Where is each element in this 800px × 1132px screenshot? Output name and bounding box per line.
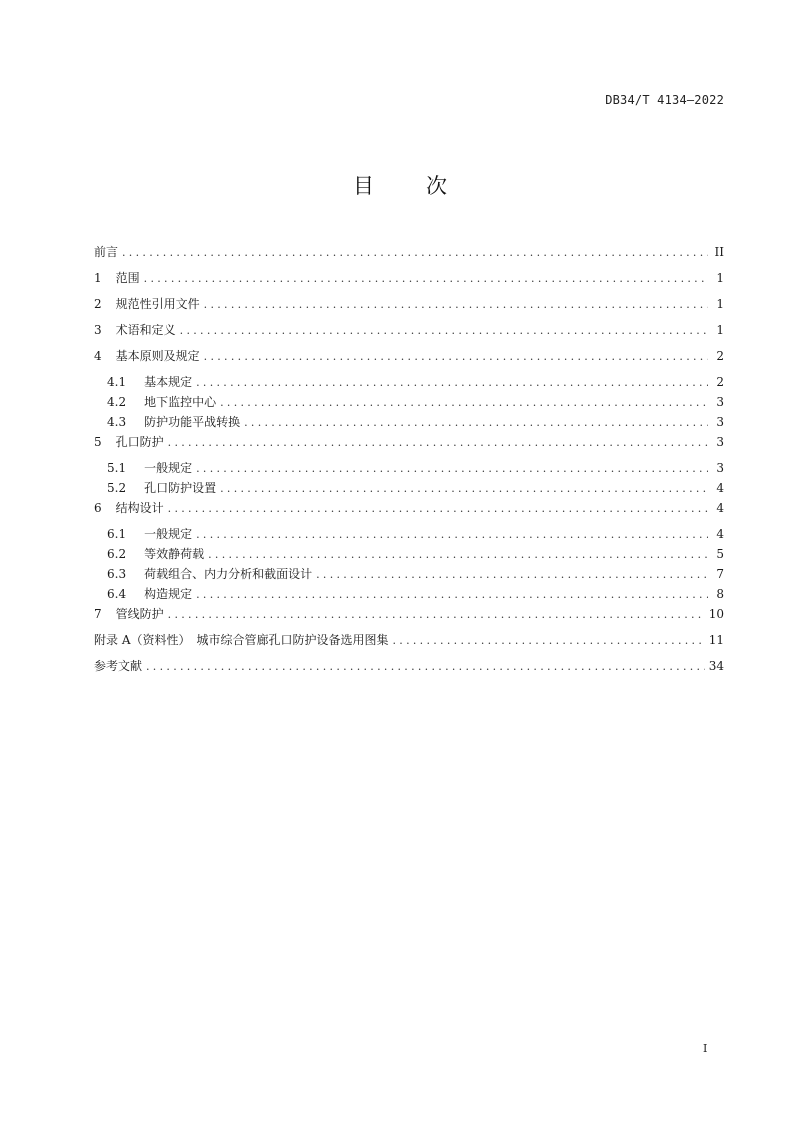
toc-entry-number: 5 (94, 435, 102, 449)
toc-entry-title: 孔口防护 (115, 435, 164, 449)
leader-dots (168, 606, 705, 624)
toc-entry-label (94, 373, 192, 391)
toc-entry-page: 11 (708, 633, 724, 647)
toc-entry-number: 4.3 (107, 415, 127, 429)
toc-entry-number: 6.3 (107, 567, 127, 581)
leader-dots (168, 500, 708, 518)
page-number: I (703, 1042, 708, 1055)
toc-entry-page: 34 (708, 659, 724, 673)
leader-dots (204, 348, 708, 366)
toc-entry[interactable] (94, 295, 724, 321)
leader-dots (168, 434, 708, 452)
toc-entry-label (94, 657, 142, 675)
toc-entry-number: 6.4 (107, 587, 127, 601)
toc-entry-page: II (714, 245, 724, 259)
toc-entry[interactable] (94, 479, 724, 499)
toc-entry-page: 3 (716, 461, 724, 475)
toc-entry[interactable] (94, 499, 724, 525)
standard-code: DB34/T 4134—2022 (605, 93, 724, 107)
toc-entry-page: 1 (716, 271, 724, 285)
toc-entry[interactable] (94, 657, 724, 683)
toc-entry-label (94, 243, 118, 261)
leader-dots (196, 526, 708, 544)
toc-entry-page: 5 (716, 547, 724, 561)
toc-entry-title: 参考文献 (94, 659, 143, 673)
toc-entry-page: 4 (716, 481, 724, 495)
toc-entry-title: 范围 (115, 271, 140, 285)
toc-entry-title: 等效静荷载 (144, 547, 205, 561)
toc-entry-title: 规范性引用文件 (115, 297, 200, 311)
toc-entry-label (94, 605, 164, 623)
toc-entry[interactable] (94, 243, 724, 269)
toc-entry-page: 1 (716, 297, 724, 311)
toc-entry-label (94, 321, 176, 339)
toc-entry[interactable] (94, 393, 724, 413)
toc-entry-label (94, 295, 200, 313)
toc-entry-title: 一般规定 (144, 527, 193, 541)
toc-entry-page: 8 (716, 587, 724, 601)
toc-entry-page: 2 (716, 349, 724, 363)
toc-entry-number: 3 (94, 323, 102, 337)
toc-entry-label (94, 631, 388, 649)
toc-entry-number: 4.2 (107, 395, 127, 409)
toc-entry-number: 5.1 (107, 461, 127, 475)
toc-entry-title: 附录 A（资料性） 城市综合管廊孔口防护设备选用图集 (94, 633, 389, 647)
toc-entry[interactable] (94, 413, 724, 433)
toc-entry-title: 防护功能平战转换 (144, 415, 241, 429)
leader-dots (196, 460, 708, 478)
leader-dots (196, 586, 708, 604)
leader-dots (220, 394, 708, 412)
toc-entry-title: 构造规定 (144, 587, 193, 601)
toc-entry-number: 5.2 (107, 481, 127, 495)
toc-entry-label (94, 393, 216, 411)
toc-entry-label (94, 545, 204, 563)
toc-entry-page: 3 (716, 435, 724, 449)
toc-entry-page: 2 (716, 375, 724, 389)
leader-dots (180, 322, 708, 340)
toc-entry-number: 2 (94, 297, 102, 311)
toc-entry[interactable] (94, 565, 724, 585)
toc-entry-label (94, 347, 200, 365)
toc-entry-label (94, 413, 240, 431)
toc-entry[interactable] (94, 347, 724, 373)
toc-entry-title: 术语和定义 (115, 323, 176, 337)
toc-entry-label (94, 585, 192, 603)
toc-entry-page: 1 (716, 323, 724, 337)
toc-entry[interactable] (94, 525, 724, 545)
toc-entry-page: 7 (716, 567, 724, 581)
toc-entry-title: 前言 (94, 245, 119, 259)
toc-entry-label (94, 499, 164, 517)
leader-dots (144, 270, 708, 288)
table-of-contents (94, 243, 724, 683)
toc-entry[interactable] (94, 321, 724, 347)
toc-entry-title: 地下监控中心 (144, 395, 217, 409)
toc-entry-title: 结构设计 (115, 501, 164, 515)
toc-entry-number: 7 (94, 607, 102, 621)
title-char-1: 目 (353, 174, 374, 198)
leader-dots (196, 374, 708, 392)
leader-dots (122, 244, 708, 262)
toc-entry-label (94, 565, 312, 583)
leader-dots (204, 296, 708, 314)
toc-entry-number: 4.1 (107, 375, 127, 389)
toc-entry[interactable] (94, 269, 724, 295)
toc-entry-title: 荷载组合、内力分析和截面设计 (144, 567, 313, 581)
leader-dots (244, 414, 708, 432)
toc-entry-number: 1 (94, 271, 102, 285)
toc-entry-page: 10 (708, 607, 724, 621)
leader-dots (208, 546, 708, 564)
leader-dots (316, 566, 708, 584)
toc-entry-label (94, 433, 164, 451)
toc-entry[interactable] (94, 433, 724, 459)
leader-dots (220, 480, 708, 498)
toc-entry-page: 3 (716, 395, 724, 409)
toc-entry-title: 基本规定 (144, 375, 193, 389)
toc-entry-page: 3 (716, 415, 724, 429)
page-title (0, 170, 800, 200)
toc-entry[interactable] (94, 545, 724, 565)
toc-entry-number: 6.1 (107, 527, 127, 541)
toc-entry[interactable] (94, 631, 724, 657)
toc-entry[interactable] (94, 459, 724, 479)
toc-entry[interactable] (94, 373, 724, 393)
toc-entry-title: 一般规定 (144, 461, 193, 475)
title-char-2: 次 (426, 174, 447, 198)
toc-entry-title: 基本原则及规定 (115, 349, 200, 363)
toc-entry-page: 4 (716, 501, 724, 515)
toc-entry-label (94, 479, 216, 497)
toc-entry-label (94, 269, 140, 287)
toc-entry-number: 6 (94, 501, 102, 515)
toc-entry-title: 孔口防护设置 (144, 481, 217, 495)
toc-entry[interactable] (94, 605, 724, 631)
leader-dots (392, 632, 704, 650)
toc-entry-title: 管线防护 (115, 607, 164, 621)
toc-entry-number: 4 (94, 349, 102, 363)
toc-entry-page: 4 (716, 527, 724, 541)
toc-entry-label (94, 459, 192, 477)
toc-entry-number: 6.2 (107, 547, 127, 561)
toc-entry[interactable] (94, 585, 724, 605)
toc-entry-label (94, 525, 192, 543)
leader-dots (146, 658, 705, 676)
